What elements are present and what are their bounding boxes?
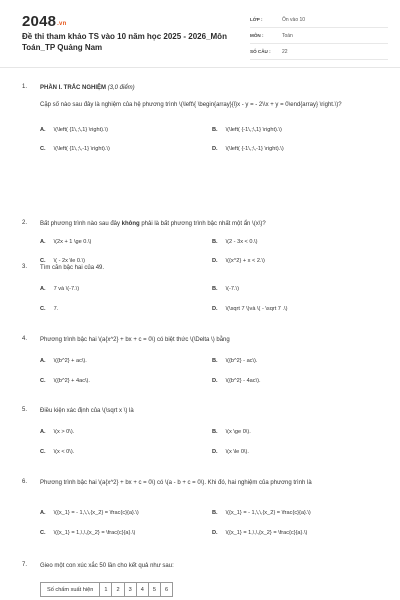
section-heading (40, 84, 380, 93)
option-a[interactable]: A. \(2x + 1 \ge 0.\) (40, 239, 92, 245)
option-a[interactable]: A. \(\left( {1\,;\,1} \right).\) (40, 127, 108, 133)
option-c[interactable]: C. 7. (40, 306, 59, 312)
meta-value: 22 (282, 48, 288, 55)
dice-results-table (40, 582, 173, 597)
option-d[interactable]: D. \(\sqrt 7 \)và \( - \sqrt 7 .\) (212, 306, 288, 312)
meta-label: LỚP : (250, 17, 263, 22)
question-number: 3. (22, 264, 28, 270)
question-number: 4. (22, 336, 28, 342)
option-c[interactable]: C. \(\left( {1\,;\,-1} \right).\) (40, 146, 110, 152)
option-c[interactable]: C. \({x_1} = 1,\,\,{x_2} = \frac{c}{a}.\) (40, 530, 136, 536)
meta-label: MÔN : (250, 33, 264, 38)
question-number: 7. (22, 562, 28, 568)
section-note: (3,0 điểm) (107, 85, 135, 91)
option-b[interactable]: B. \(2 - 3x < 0.\) (212, 239, 258, 245)
exam-meta (250, 12, 388, 60)
table-row (41, 583, 173, 597)
meta-value: Ôn vào 10 (282, 16, 306, 23)
option-b[interactable]: B. \({b^2} - ac\). (212, 358, 258, 364)
question-text: Gieo một con xúc xắc 50 lần cho kết quả như sau: (40, 563, 174, 569)
option-c[interactable]: C. \( - 2x \le 0.\) (40, 258, 85, 264)
option-c[interactable]: C. \({b^2} + 4ac\). (40, 378, 90, 384)
table-cell: 4 (136, 583, 148, 597)
table-cell: 6 (160, 583, 172, 597)
option-a[interactable]: A. \({x_1} = - 1,\,\,{x_2} = \frac{c}{a}.\) (40, 510, 139, 516)
question-text: Bất phương trình nào sau đây không phải là bất phương trình bậc nhất một ẩn \(x\)? (40, 221, 266, 227)
question-text: Cặp số nào sau đây là nghiệm của hệ phương trình \(\left\{ \begin{array}{l}x - y = - 2\\x + y = 0\end{array} \right.\)? (40, 102, 342, 108)
question-text: Phương trình bậc hai \(a{x^2} + bx + c = 0\) có \(a - b + c = 0\). Khi đó, hai nghiệm của phương trình là (40, 480, 312, 486)
option-d[interactable]: D. \({b^2} - 4ac\). (212, 378, 261, 384)
question-text: Tìm căn bậc hai của 49. (40, 265, 105, 271)
option-d[interactable]: D. \(x \le 0\). (212, 449, 249, 455)
question-text: Phương trình bậc hai \(a{x^2} + bx + c = 0\) có biệt thức \(\Delta \) bằng (40, 337, 230, 343)
question-number: 1. (22, 84, 28, 90)
option-b[interactable]: B. \(-7.\) (212, 286, 239, 292)
table-cell: 1 (100, 583, 112, 597)
table-cell: 3 (124, 583, 136, 597)
meta-row-class (250, 12, 388, 28)
option-d[interactable]: D. \({x^2} + x < 2.\) (212, 258, 265, 264)
meta-row-count (250, 44, 388, 60)
option-a[interactable]: A. \(x > 0\). (40, 429, 75, 435)
question-text: Điều kiện xác định của \(\sqrt x \) là (40, 408, 134, 414)
logo-text: 2048 (22, 13, 57, 30)
question-number: 5. (22, 407, 28, 413)
section-title: PHẦN I. TRẮC NGHIỆM (40, 85, 106, 91)
option-d[interactable]: D. \({x_1} = 1,\,\,{x_2} = \frac{c}{a}.\) (212, 530, 308, 536)
site-logo[interactable] (22, 13, 66, 30)
option-a[interactable]: A. \({b^2} + ac\). (40, 358, 87, 364)
option-b[interactable]: B. \(\left( {-1\,;\,1} \right).\) (212, 127, 282, 133)
exam-title: Đề thi tham khảo TS vào 10 năm học 2025 - 2026_Môn Toán_TP Quảng Nam (22, 32, 227, 52)
option-a[interactable]: A. 7 và \(-7.\) (40, 286, 80, 292)
page-header (0, 0, 400, 68)
logo-suffix: .vn (57, 21, 67, 27)
meta-row-subject (250, 28, 388, 44)
question-number: 6. (22, 479, 28, 485)
table-row-label: Số chấm xuất hiện (41, 583, 100, 597)
meta-value: Toán (282, 32, 293, 39)
option-c[interactable]: C. \(x < 0\). (40, 449, 75, 455)
question-number: 2. (22, 220, 28, 226)
table-cell: 5 (148, 583, 160, 597)
option-d[interactable]: D. \(\left( {-1\,;\,-1} \right).\) (212, 146, 284, 152)
meta-label: SỐ CÂU : (250, 49, 271, 54)
table-cell: 2 (112, 583, 124, 597)
option-b[interactable]: B. \({x_1} = - 1,\,\,{x_2} = \frac{c}{a}.\) (212, 510, 311, 516)
emphasis-text: không (121, 221, 140, 227)
option-b[interactable]: B. \(x \ge 0\). (212, 429, 251, 435)
